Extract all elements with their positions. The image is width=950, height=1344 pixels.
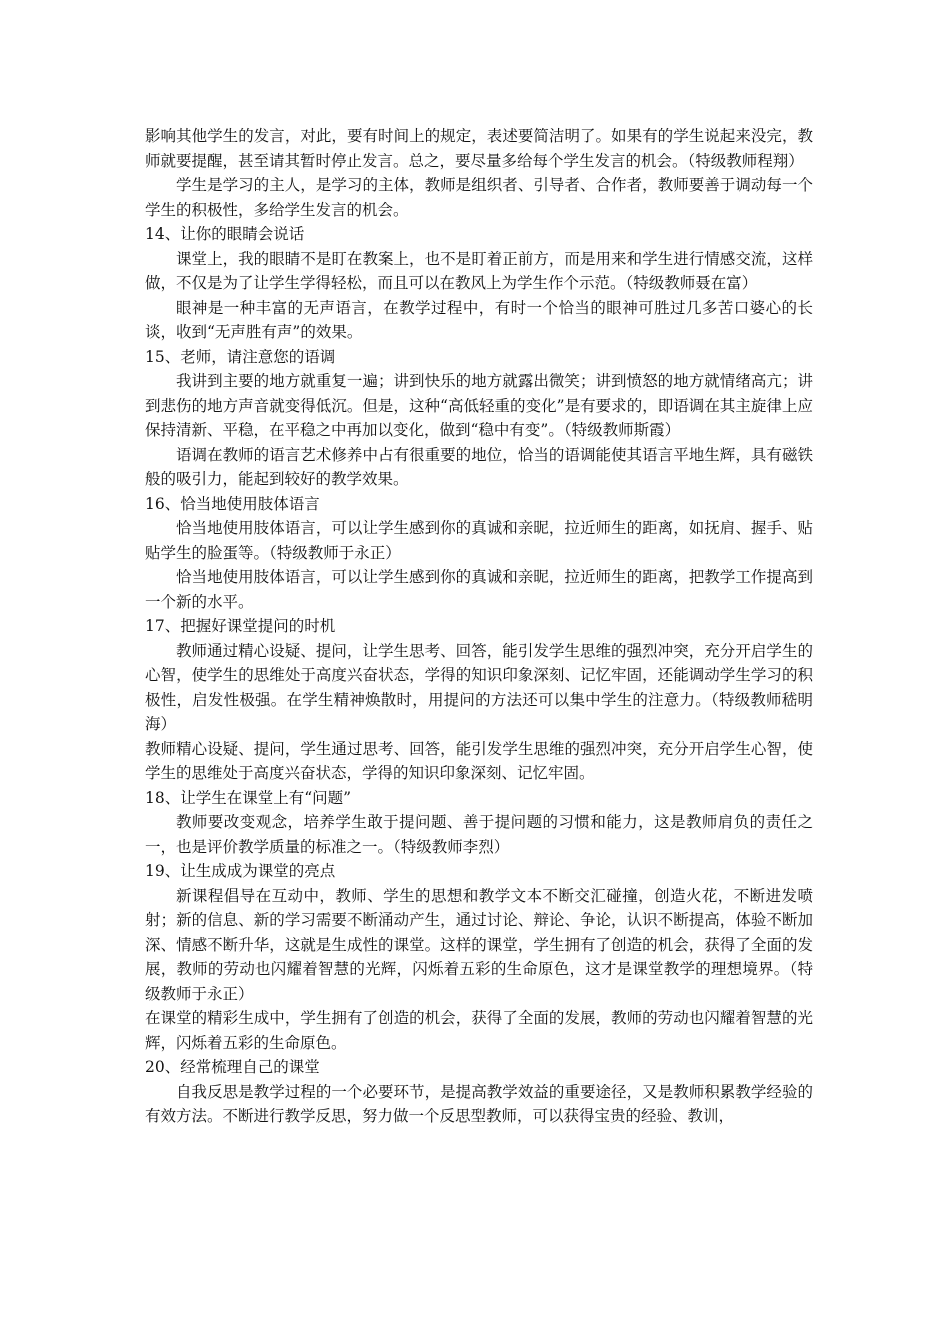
paragraph: 教师要改变观念，培养学生敢于提问题、善于提问题的习惯和能力，这是教师肩负的责任之一，也是评价教学质量的标准之一。（特级教师李烈） [145, 813, 813, 856]
paragraph: 新课程倡导在互动中，教师、学生的思想和教学文本不断交汇碰撞，创造火花，不断进发喷射；新的信息、新的学习需要不断涌动产生，通过讨论、辩论、争论，认识不断提高，体验不断加深、情感不断升华，这就是生成性的课堂。这样的课堂，学生拥有了创造的机会，获得了全面的发展，教师的劳动也闪耀着智慧的光辉，闪烁着五彩的生命原色，这才是课堂教学的理想境界。（特级教师于永正） [145, 886, 813, 1003]
section-heading: 16、恰当地使用肢体语言 [145, 494, 320, 513]
paragraph: 自我反思是教学过程的一个必要环节，是提高教学效益的重要途径，又是教师积累教学经验的有效方法。不断进行教学反思，努力做一个反思型教师，可以获得宝贵的经验、教训， [145, 1082, 813, 1125]
paragraph: 语调在教师的语言艺术修养中占有很重要的地位，恰当的语调能使其语言平地生辉，具有磁铁般的吸引力，能起到较好的教学效果。 [145, 445, 813, 488]
section-heading: 15、老师，请注意您的语调 [145, 347, 336, 366]
paragraph: 学生是学习的主人，是学习的主体，教师是组织者、引导者、合作者，教师要善于调动每一个学生的积极性，多给学生发言的机会。 [145, 176, 813, 219]
section-heading: 20、经常梳理自己的课堂 [145, 1058, 320, 1076]
document-page [145, 124, 813, 1129]
section-heading: 18、让学生在课堂上有“问题” [145, 788, 352, 807]
paragraph: 眼神是一种丰富的无声语言，在教学过程中，有时一个恰当的眼神可胜过几多苦口婆心的长谈，收到“无声胜有声”的效果。 [145, 298, 813, 341]
paragraph: 我讲到主要的地方就重复一遍；讲到快乐的地方就露出微笑；讲到愤怒的地方就情绪高亢；讲到悲伤的地方声音就变得低沉。但是，这种“高低轻重的变化”是有要求的，即语调在其主旋律上应保持清新、平稳，在平稳之中再加以变化，做到“稳中有变”。（特级教师斯霞） [145, 372, 813, 439]
paragraph: 恰当地使用肢体语言，可以让学生感到你的真诚和亲昵，拉近师生的距离，如抚肩、握手、贴贴学生的脸蛋等。（特级教师于永正） [145, 519, 813, 562]
paragraph: 课堂上，我的眼睛不是盯在教案上，也不是盯着正前方，而是用来和学生进行情感交流，这样做，不仅是为了让学生学得轻松，而且可以在教风上为学生作个示范。（特级教师聂在富） [145, 249, 813, 292]
section-heading: 14、让你的眼睛会说话 [145, 225, 305, 243]
section-heading: 19、让生成成为课堂的亮点 [145, 862, 336, 880]
paragraph: 教师通过精心设疑、提问，让学生思考、回答，能引发学生思维的强烈冲突，充分开启学生的心智，使学生的思维处于高度兴奋状态，学得的知识印象深刻、记忆牢固，还能调动学生学习的积极性，启发性极强。在学生精神焕散时，用提问的方法还可以集中学生的注意力。（特级教师嵇明海） [145, 641, 813, 733]
section-heading: 17、把握好课堂提问的时机 [145, 617, 336, 635]
paragraph: 恰当地使用肢体语言，可以让学生感到你的真诚和亲昵，拉近师生的距离，把教学工作提高到一个新的水平。 [145, 568, 813, 611]
paragraph: 教师精心设疑、提问，学生通过思考、回答，能引发学生思维的强烈冲突，充分开启学生心智，使学生的思维处于高度兴奋状态，学得的知识印象深刻、记忆牢固。 [145, 739, 813, 782]
paragraph: 影响其他学生的发言，对此，要有时间上的规定，表述要简洁明了。如果有的学生说起来没完，教师就要提醒，甚至请其暂时停止发言。总之，要尽量多给每个学生发言的机会。（特级教师程翔） [145, 127, 813, 170]
paragraph: 在课堂的精彩生成中，学生拥有了创造的机会，获得了全面的发展，教师的劳动也闪耀着智慧的光辉，闪烁着五彩的生命原色。 [145, 1009, 813, 1052]
